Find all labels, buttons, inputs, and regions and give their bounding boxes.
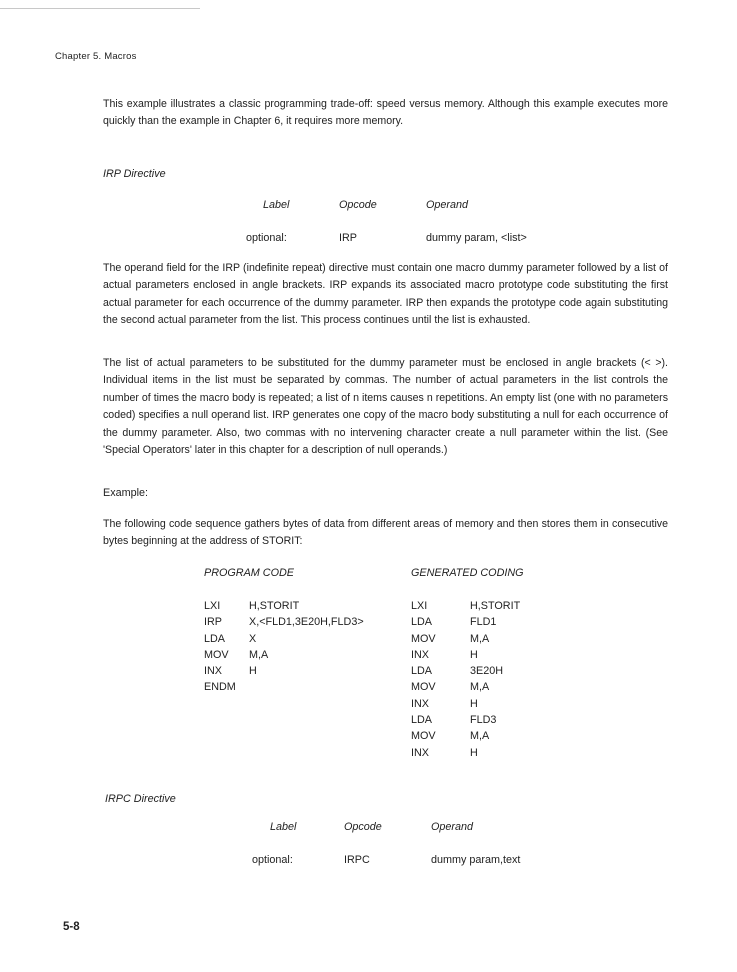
code-line xyxy=(411,696,571,712)
code-operand: H xyxy=(470,648,478,661)
code-operand: 3E20H xyxy=(470,665,504,678)
code-opcode: LXI xyxy=(204,600,221,612)
code-line xyxy=(204,647,404,663)
irp-label-value: optional: xyxy=(246,232,287,244)
code-opcode: LXI xyxy=(411,600,428,612)
code-line xyxy=(204,663,404,679)
irp-operand-value: dummy param, <list> xyxy=(426,232,527,244)
code-operand: H xyxy=(470,697,478,710)
code-opcode: MOV xyxy=(411,681,436,694)
code-opcode: LDA xyxy=(204,632,226,645)
code-opcode: INX xyxy=(411,697,429,710)
code-opcode: MOV xyxy=(411,730,436,743)
code-line xyxy=(411,614,571,630)
code-line xyxy=(411,598,571,614)
code-opcode: LDA xyxy=(411,665,433,678)
code-line xyxy=(204,614,404,630)
program-code-title: PROGRAM CODE xyxy=(204,567,294,579)
irp-description-paragraph: The operand field for the IRP (indefinite repeat) directive must contain one macro dummy parameter followed by a list of actual parameters enclosed in angle brackets. IRP expands its associated macro prototype code substituting the first actual parameter for each occurrence of the dummy parameter. IRP then expands the prototype code again substituting the second actual parameter from the list. This process continues until the list is exhausted. xyxy=(103,262,668,327)
code-opcode: ENDM xyxy=(204,681,236,694)
irp-operand-header: Operand xyxy=(426,199,469,211)
irp-opcode-value: IRP xyxy=(339,232,357,244)
irpc-opcode-header: Opcode xyxy=(344,821,382,833)
code-operand: X,<FLD1,3E20H,FLD3> xyxy=(249,616,364,629)
code-line xyxy=(411,679,571,695)
code-operand: M,A xyxy=(470,730,490,743)
code-line xyxy=(411,631,571,647)
irpc-label-header: Label xyxy=(270,821,297,833)
code-line xyxy=(411,647,571,663)
code-line xyxy=(411,663,571,679)
code-operand: H,STORIT xyxy=(249,600,300,612)
generated-coding-title: GENERATED CODING xyxy=(411,567,524,579)
code-opcode: MOV xyxy=(204,648,229,661)
code-line xyxy=(411,712,571,728)
irpc-opcode-value: IRPC xyxy=(344,854,370,866)
example-label: Example: xyxy=(103,487,149,499)
code-line xyxy=(204,679,404,695)
irpc-heading: IRPC Directive xyxy=(105,793,176,805)
code-opcode: INX xyxy=(411,746,429,759)
code-opcode: INX xyxy=(411,648,429,661)
running-header: Chapter 5. Macros xyxy=(55,51,137,62)
code-operand: M,A xyxy=(470,632,490,645)
code-opcode: INX xyxy=(204,665,222,678)
intro-paragraph: This example illustrates a classic programming trade-off: speed versus memory. Although this example executes more quickly than the example in Chapter 6, it requires more memory. xyxy=(103,98,668,128)
code-operand: H,STORIT xyxy=(470,600,521,612)
code-line xyxy=(204,598,404,614)
irpc-operand-value: dummy param,text xyxy=(431,854,521,866)
code-opcode: LDA xyxy=(411,714,433,727)
top-rule xyxy=(0,8,200,9)
code-operand: M,A xyxy=(470,681,490,694)
code-line xyxy=(411,745,571,761)
page-number: 5-8 xyxy=(63,921,80,933)
code-line xyxy=(204,631,404,647)
irpc-operand-header: Operand xyxy=(431,821,474,833)
code-operand: X xyxy=(249,632,257,645)
program-code-listing xyxy=(204,598,404,696)
irp-label-header: Label xyxy=(263,199,290,211)
irp-heading: IRP Directive xyxy=(103,168,166,180)
code-opcode: MOV xyxy=(411,632,436,645)
code-opcode: LDA xyxy=(411,616,433,629)
code-operand: M,A xyxy=(249,648,269,661)
code-operand: H xyxy=(249,665,257,678)
code-opcode: IRP xyxy=(204,616,222,629)
code-operand: H xyxy=(470,746,478,759)
generated-coding-listing xyxy=(411,598,571,761)
example-paragraph: The following code sequence gathers bytes of data from different areas of memory and then stores them in consecutive bytes beginning at the address of STORIT: xyxy=(103,518,668,548)
code-operand: FLD3 xyxy=(470,714,497,727)
code-operand: FLD1 xyxy=(470,616,497,629)
irp-list-paragraph: The list of actual parameters to be substituted for the dummy parameter must be enclosed in angle brackets (< >). Individual items in the list must be separated by commas. The number of actual parameters in the list controls the number of times the macro body is repeated; a list of n items causes n repetitions. An empty list (one with no parameters coded) specifies a null operand list. IRP generates one copy of the macro body substituting a null for each occurrence of the dummy parameter. Also, two commas with no intervening character create a null parameter within the list. (See 'Special Operators' later in this chapter for a description of null operands.) xyxy=(103,357,668,457)
irpc-label-value: optional: xyxy=(252,854,293,866)
irp-opcode-header: Opcode xyxy=(339,199,377,211)
code-line xyxy=(411,728,571,744)
